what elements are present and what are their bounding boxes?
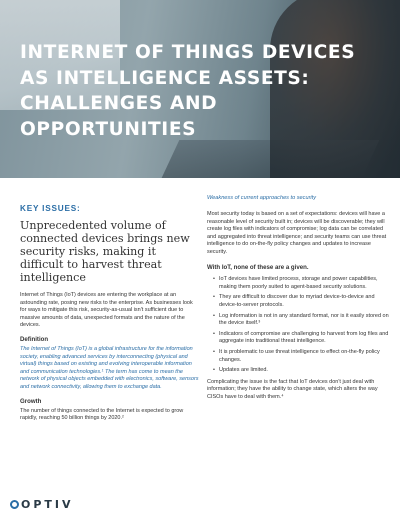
definition-text: The Internet of Things (IoT) is a global infrastructure for the information society, enabling advanced services by interconnecting (physical and virtual) things based on existing and evolving interoperable information and communication technologies.¹ The term has come to mean the network of physical objects embedded with electronics, software, sensors and network connectivity, allowing them to exchange data. xyxy=(20,345,199,390)
key-issues-heading: KEY ISSUES: xyxy=(20,204,81,213)
optiv-o-mark-icon xyxy=(10,500,19,509)
list-item: • They are difficult to discover due to myriad device-to-device and device-to-server protocols. xyxy=(213,294,390,309)
logo-text: OPTIV xyxy=(21,498,74,511)
definition-heading: Definition xyxy=(20,335,49,343)
hero-banner xyxy=(0,0,400,178)
right-column xyxy=(207,195,390,401)
list-item: • IoT devices have limited process, storage and power capabilities, making them poorly suited to agent-based security solutions. xyxy=(213,276,390,291)
growth-heading: Growth xyxy=(20,397,42,405)
complication-paragraph: Complicating the issue is the fact that IoT devices don't just deal with information; they have the ability to change state, which alters the way CISOs have to deal with them.⁴ xyxy=(207,378,378,400)
left-column xyxy=(20,195,200,423)
page-title: INTERNET OF THINGS DEVICES AS INTELLIGENCE ASSETS: CHALLENGES AND OPPORTUNITIES xyxy=(20,42,356,140)
intro-paragraph: Internet of Things (IoT) devices are entering the workplace at an astounding rate, posing new risks to the enterprise. As businesses look for ways to mitigate this risk, security-as-usual isn't sufficient due to massive amounts of data, unexpected formats and the nature of the devices. xyxy=(20,292,193,329)
optiv-logo xyxy=(10,498,74,511)
lead-statement: Unprecedented volume of connected devices brings new security risks, making it difficult to harvest threat intelligence xyxy=(20,219,190,284)
list-item: • Indicators of compromise are challenging to harvest from log files and aggregate into traditional threat intelligence. xyxy=(213,331,390,346)
iot-issues-list xyxy=(207,276,390,375)
list-item: • It is problematic to use threat intelligence to effect on-the-fly policy changes. xyxy=(213,349,390,364)
growth-text: The number of things connected to the Internet is expected to grow rapidly, reaching 50 billion things by 2020.² xyxy=(20,407,184,422)
weakness-callout: Weakness of current approaches to security xyxy=(207,195,317,201)
list-item: • Updates are limited. xyxy=(213,367,390,375)
expectations-paragraph: Most security today is based on a set of expectations: devices will have a reasonable level of security built in; devices will be discoverable; they will create log files with indicators of compromise; log data can be correlated and aggregated into threat intelligence; and security teams can use threat intelligence to do on-the-fly policy changes and updates to increase security. xyxy=(207,211,387,255)
list-item: • Log information is not in any standard format, nor is it easily stored on the device itself.³ xyxy=(213,313,390,328)
with-iot-statement: With IoT, none of these are a given. xyxy=(207,263,309,271)
